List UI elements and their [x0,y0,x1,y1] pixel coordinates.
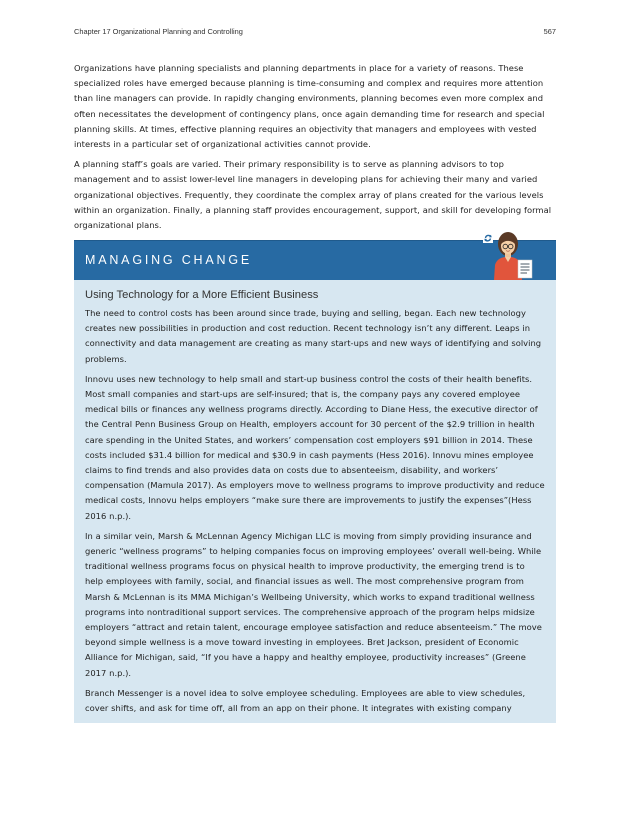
chapter-title: Chapter 17 Organizational Planning and Controlling [74,27,243,36]
body-text [74,61,556,238]
feature-subtitle: Using Technology for a More Efficient Business [85,289,319,301]
body-paragraph: Organizations have planning specialists and planning departments in place for a variety of reasons. These specialized roles have emerged because planning is time-consuming and complex and requires more attention than line managers can provide. In rapidly changing environments, planning becomes even more complex and often necessitates the development of contingency plans, once again demanding time for research and special planning skills. At times, effective planning requires an objectivity that managers and employees with vested interests in a particular set of organizational activities cannot provide. [74,63,545,150]
feature-paragraph: In a similar vein, Marsh & McLennan Agency Michigan LLC is moving from simply providing insurance and generic “wellness programs” to helping companies focus on improving employees’ overall well-being. While traditional wellness programs focus on physical health to improve productivity, the emerging trend is to help employees with family, social, and financial issues as well. The most comprehensive program from Marsh & McLennan is its MMA Michigan’s Wellbeing University, which works to expand traditional wellness programs into nontraditional support services. The comprehensive approach of the program helps midsize employers “attract and retain talent, encourage employee satisfaction and reduce absenteeism.” The move beyond simple wellness is a move toward investing in employees. Bret Jackson, president of Economic Alliance for Michigan, said, “If you have a happy and healthy employee, productivity increases” (Greene 2017 n.p.). [85,530,542,678]
feature-paragraph: Branch Messenger is a novel idea to solve employee scheduling. Employees are able to view schedules, cover shifts, and ask for time off, all from an app on their phone. It integrates with existing company [85,687,526,714]
running-head [74,27,556,36]
feature-paragraph: The need to control costs has been around since trade, buying and selling, began. Each new technology creates new possibilities in production and cost reduction. Recent technology isn’t any different. Leaps in connectivity and data management are creating as many start-ups and new ways of identifying and solving problems. [85,308,542,364]
feature-paragraph: Innovu uses new technology to help small and start-up business control the costs of their health benefits. Most small companies and start-ups are self-insured; that is, the company pays any covered employee medical bills or finances any wellness programs directly. According to Diane Hess, the executive director of the Central Penn Business Group on Health, employers account for 30 percent of the $2.9 trillion in health care spending in the United States, and workers’ compensation cost employers $91 billion in 2014. These costs included $31.4 billion for medical and $30.9 in cash payments (Hess 2016). Innovu mines employee claims to find trends and also provides data on costs due to absenteeism, disability, and workers’ compensation (Mamula 2017). As employers move to wellness programs to improve productivity and reduce medical costs, Innovu helps employers “make sure there are improvements to justify the expenses”(Hess 2016 n.p.). [85,373,545,521]
managing-change-feature [74,240,556,723]
feature-banner-title: MANAGING CHANGE [85,253,253,267]
cycle-arrows-icon [483,233,493,243]
feature-body [85,288,545,721]
page-number: 567 [543,27,556,36]
body-paragraph: A planning staff’s goals are varied. Their primary responsibility is to serve as planning advisors to top management and to assist lower-level line managers in developing plans for achieving their many and varied organizational objectives. Frequently, they coordinate the complex array of plans created for the various levels within an organization. Finally, a planning staff provides encouragement, support, and skill for developing formal organizational plans. [74,159,552,231]
manager-with-cycle-icon [478,230,546,280]
